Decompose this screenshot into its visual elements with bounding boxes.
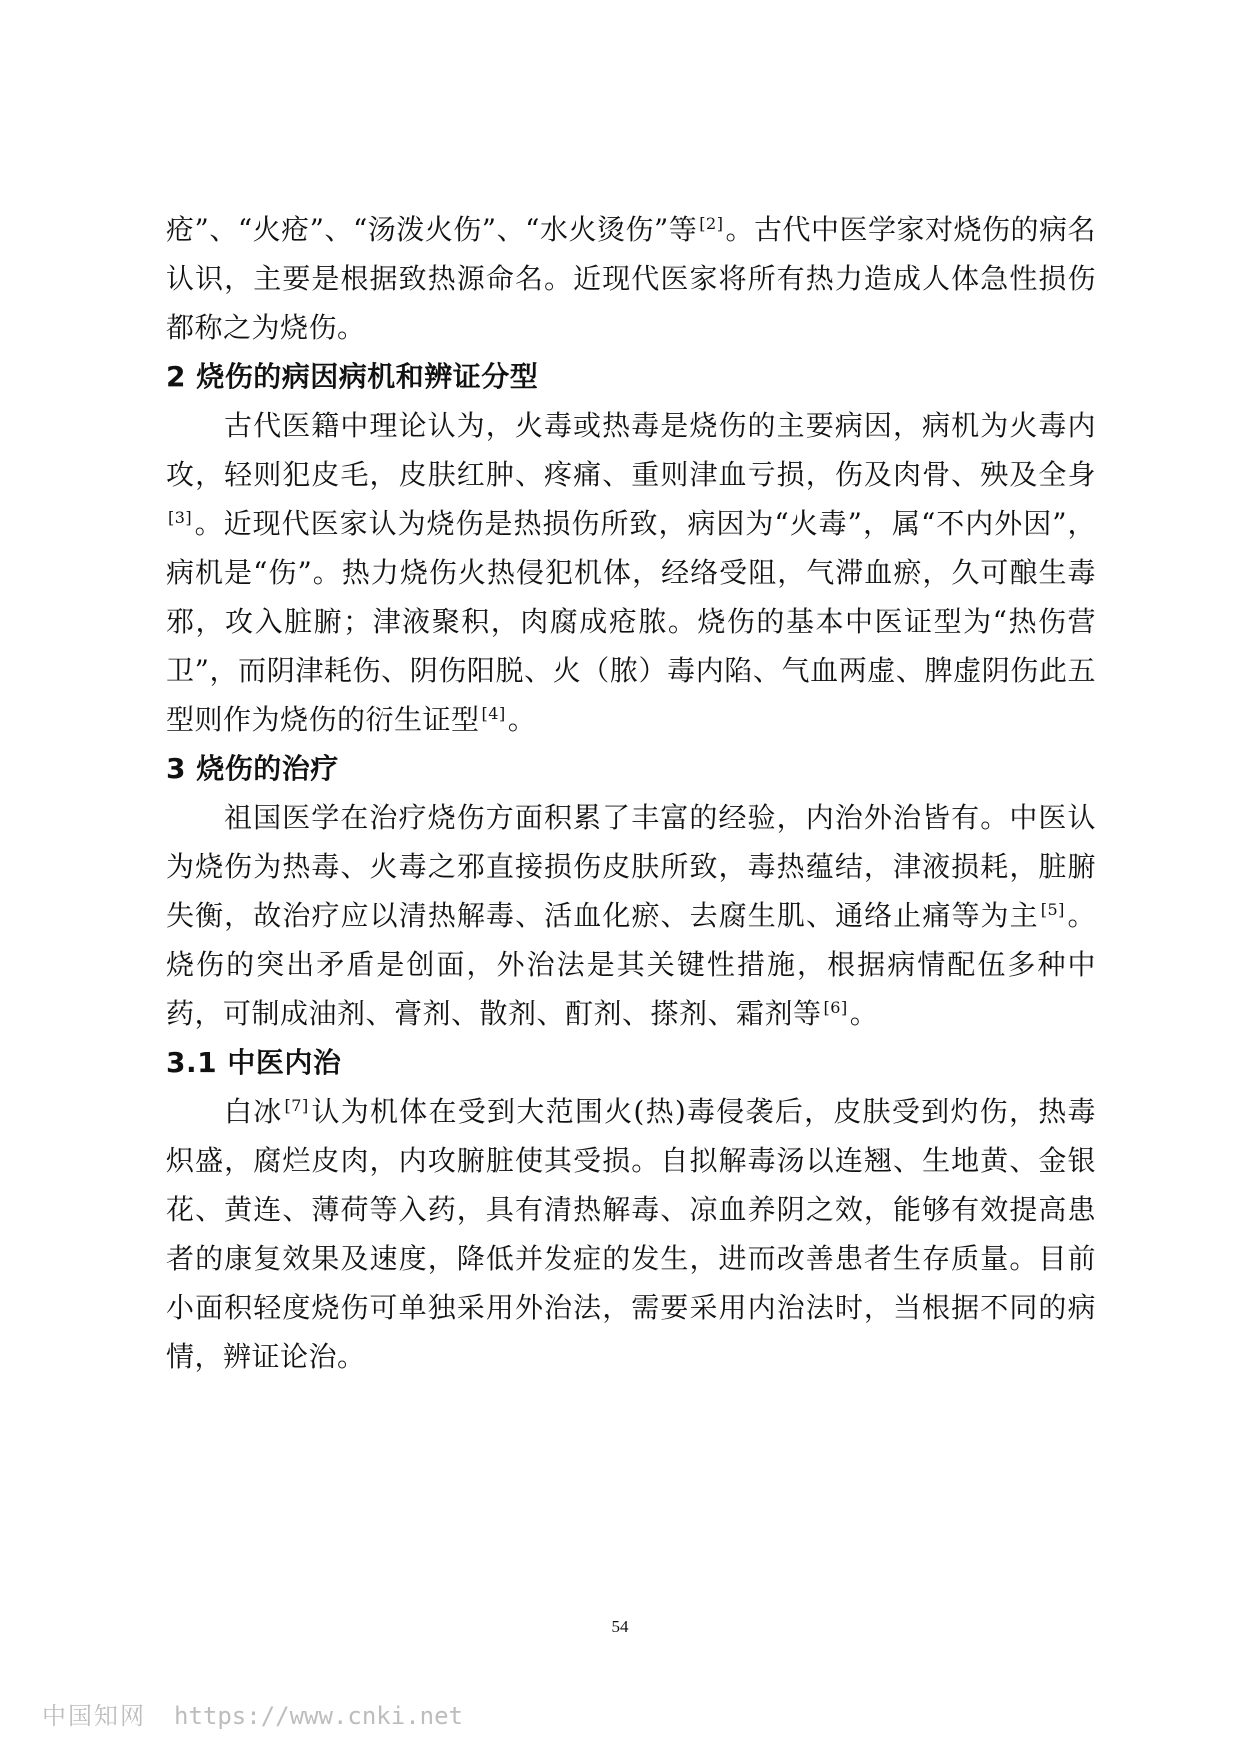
citation-ref: [4] [481, 703, 506, 723]
citation-ref: [3] [168, 507, 193, 527]
paragraph-etiology [166, 401, 1096, 744]
citation-ref: [6] [823, 997, 848, 1017]
paragraph-text: 祖国医学在治疗烧伤方面积累了丰富的经验，内治外治皆有。中医认为烧伤为热毒、火毒之邪直接损伤皮肤所致，毒热蕴结，津液损耗，脏腑失衡，故治疗应以清热解毒、活血化瘀、去腐生肌、通络止痛等为主 [166, 801, 1096, 932]
paragraph-burn-names [166, 205, 1096, 352]
citation-ref: [2] [699, 213, 724, 233]
paragraph-internal-treatment [166, 1087, 1096, 1381]
citation-ref: [5] [1040, 899, 1065, 919]
section-heading-3-1: 3.1 中医内治 [166, 1046, 342, 1079]
paragraph-text: 。 [849, 997, 879, 1030]
paragraph-text: 。近现代医家认为烧伤是热损伤所致，病因为“火毒”，属“不内外因”，病机是“伤”。热力烧伤火热侵犯机体，经络受阻，气滞血瘀，久可酿生毒邪，攻入脏腑；津液聚积，肉腐成疮脓。烧伤的基本中医证型为“热伤营卫”，而阴津耗伤、阴伤阳脱、火（脓）毒内陷、气血两虚、脾虚阴伤此五型则作为烧伤的衍生证型 [166, 507, 1096, 736]
section-heading-3: 3 烧伤的治疗 [166, 752, 339, 785]
cnki-watermark [42, 1696, 463, 1731]
body-text [166, 205, 1096, 1381]
paragraph-text: 。 [507, 703, 537, 736]
paragraph-text: 认为机体在受到大范围火(热)毒侵袭后，皮肤受到灼伤，热毒炽盛，腐烂皮肉，内攻腑脏使其受损。自拟解毒汤以连翘、生地黄、金银花、黄连、薄荷等入药，具有清热解毒、凉血养阴之效，能够有效提高患者的康复效果及速度，降低并发症的发生，进而改善患者生存质量。目前小面积轻度烧伤可单独采用外治法，需要采用内治法时，当根据不同的病情，辨证论治。 [166, 1095, 1096, 1373]
watermark-url: https://www.cnki.net [174, 1702, 463, 1730]
paragraph-treatment [166, 793, 1096, 1038]
paragraph-text: 。烧伤的突出矛盾是创面，外治法是其关键性措施，根据病情配伍多种中药，可制成油剂、膏剂、散剂、酊剂、搽剂、霜剂等 [166, 899, 1096, 1030]
section-heading-2: 2 烧伤的病因病机和辨证分型 [166, 360, 539, 393]
paragraph-text: 白冰 [224, 1095, 283, 1128]
paragraph-text: 。古代中医学家对烧伤的病名认识，主要是根据致热源命名。近现代医家将所有热力造成人体急性损伤都称之为烧伤。 [166, 213, 1096, 344]
watermark-brand: 中国知网 [42, 1702, 146, 1730]
paragraph-text: 疮”、“火疮”、“汤泼火伤”、“水火烫伤”等 [166, 213, 698, 246]
paragraph-text: 古代医籍中理论认为，火毒或热毒是烧伤的主要病因，病机为火毒内攻，轻则犯皮毛，皮肤红肿、疼痛、重则津血亏损，伤及肉骨、殃及全身 [166, 409, 1096, 491]
citation-ref: [7] [284, 1095, 309, 1115]
page-number: 54 [611, 1617, 629, 1636]
